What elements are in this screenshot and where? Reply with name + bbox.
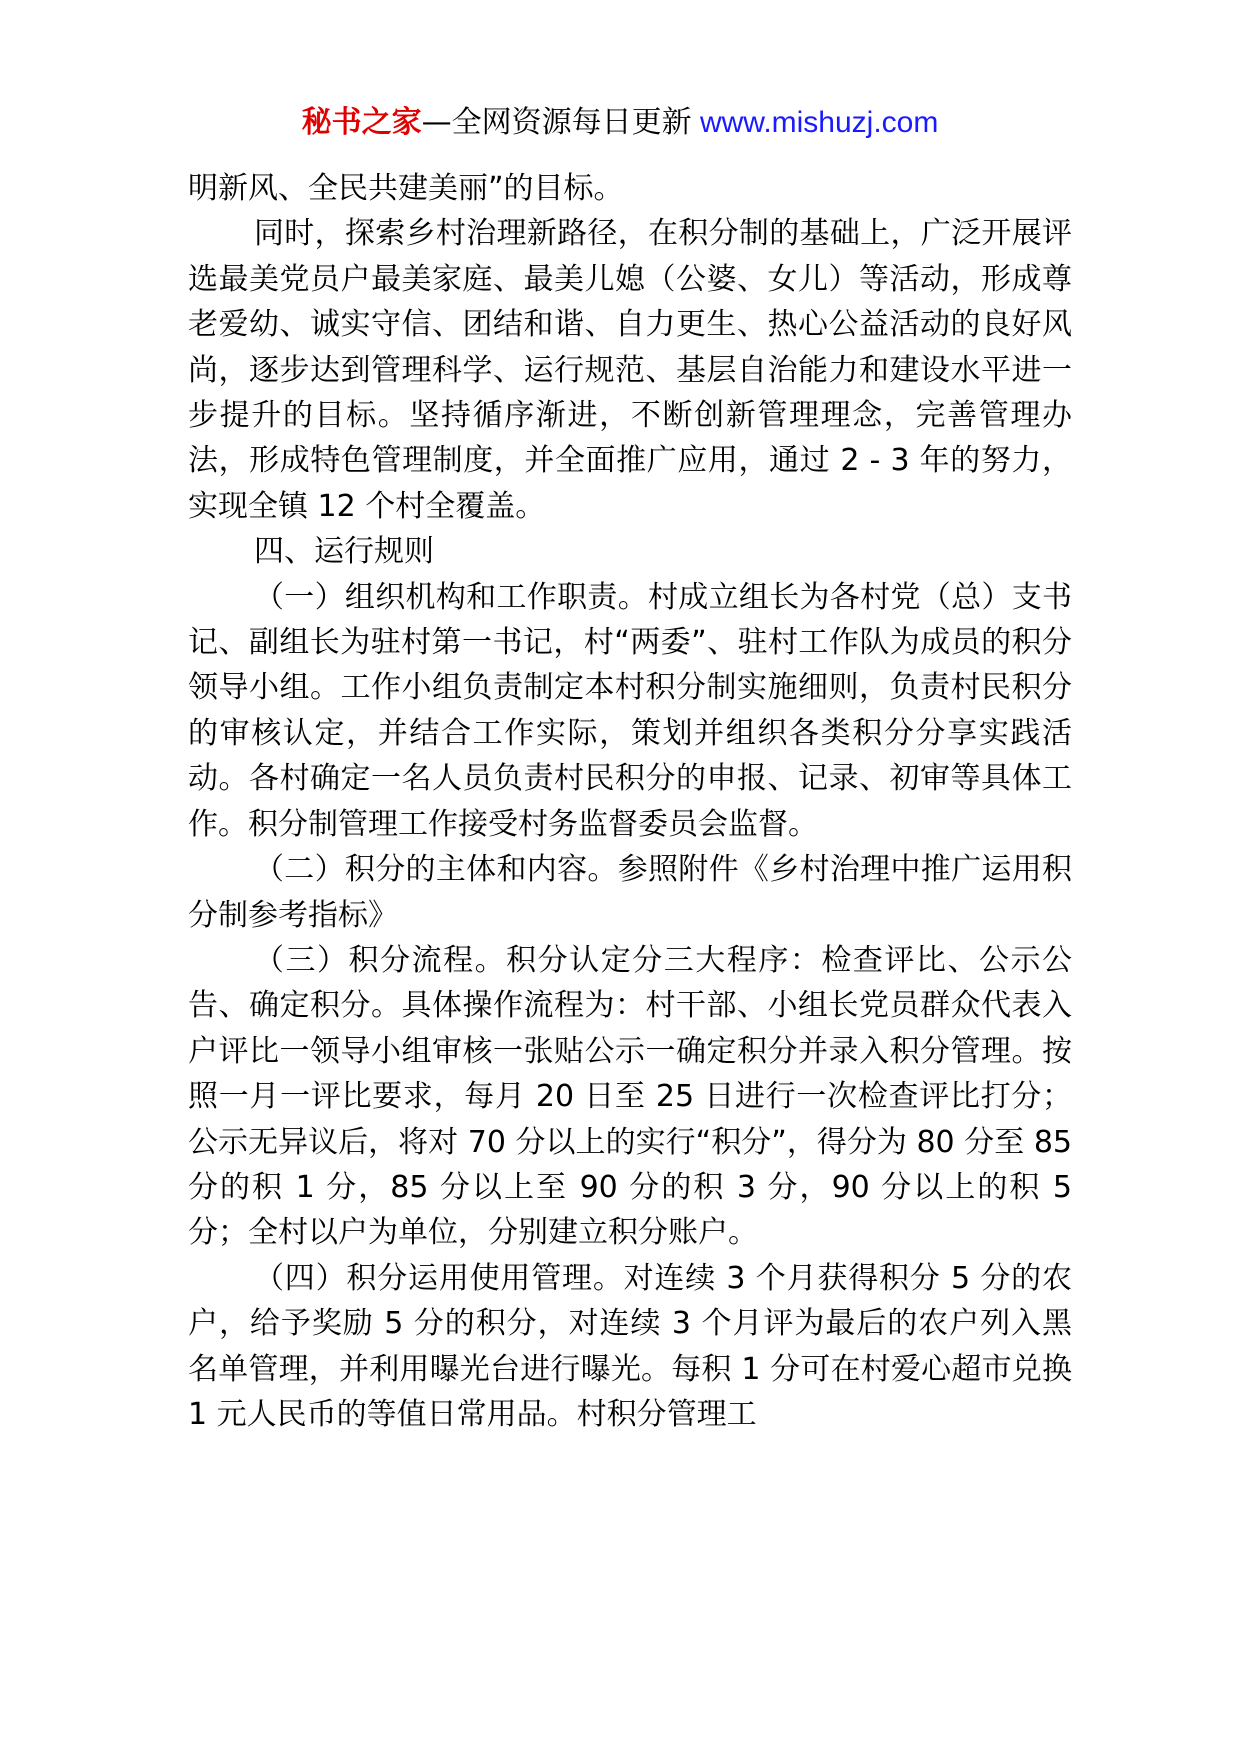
- header-tagline: —全网资源每日更新: [421, 105, 692, 140]
- header-url[interactable]: www.mishuzj.com: [691, 106, 939, 139]
- paragraph-process: （三）积分流程。积分认定分三大程序：检查评比、公示公告、确定积分。具体操作流程为：村干部、小组长党员群众代表入户评比一领导小组审核一张贴公示一确定积分并录入积分管理。按照一月一评比要求，每月 20 日至 25 日进行一次检查评比打分；公示无异议后，将对 70 分以上的实行“积分”，得分为 80 分至 85 分的积 1 分，85 分以上至 90 分的积 3 分，90 分以上的积 5 分；全村以户为单位，分别建立积分账户。: [188, 942, 1072, 1251]
- paragraph-subject-content: （二）积分的主体和内容。参照附件《乡村治理中推广运用积分制参考指标》: [188, 852, 1072, 933]
- header-brand: 秘书之家: [301, 105, 422, 140]
- paragraph-organization: （一）组织机构和工作职责。村成立组长为各村党（总）支书记、副组长为驻村第一书记，村“两委”、驻村工作队为成员的积分领导小组。工作小组负责制定本村积分制实施细则，负责村民积分的审核认定，并结合工作实际，策划并组织各类积分分享实践活动。各村确定一名人员负责村民积分的申报、记录、初审等具体工作。积分制管理工作接受村务监督委员会监督。: [188, 579, 1072, 842]
- paragraph-continuation: 明新风、全民共建美丽”的目标。: [188, 171, 624, 206]
- document-body: [188, 166, 1072, 1437]
- page-header: [0, 100, 1240, 146]
- paragraph-usage-management: （四）积分运用使用管理。对连续 3 个月获得积分 5 分的农户，给予奖励 5 分的积分，对连续 3 个月评为最后的农户列入黑名单管理，并利用曝光台进行曝光。每积 1 分可在村爱心超市兑换 1 元人民币的等值日常用品。村积分管理工: [188, 1260, 1072, 1432]
- section-heading-operating-rules: 四、运行规则: [254, 534, 434, 570]
- paragraph-meanwhile: 同时，探索乡村治理新路径，在积分制的基础上，广泛开展评选最美党员户最美家庭、最美儿媳（公婆、女儿）等活动，形成尊老爱幼、诚实守信、团结和谐、自力更生、热心公益活动的良好风尚，逐步达到管理科学、运行规范、基层自治能力和建设水平进一步提升的目标。坚持循序渐进，不断创新管理理念，完善管理办法，形成特色管理制度，并全面推广应用，通过 2 - 3 年的努力，实现全镇 12 个村全覆盖。: [188, 216, 1072, 524]
